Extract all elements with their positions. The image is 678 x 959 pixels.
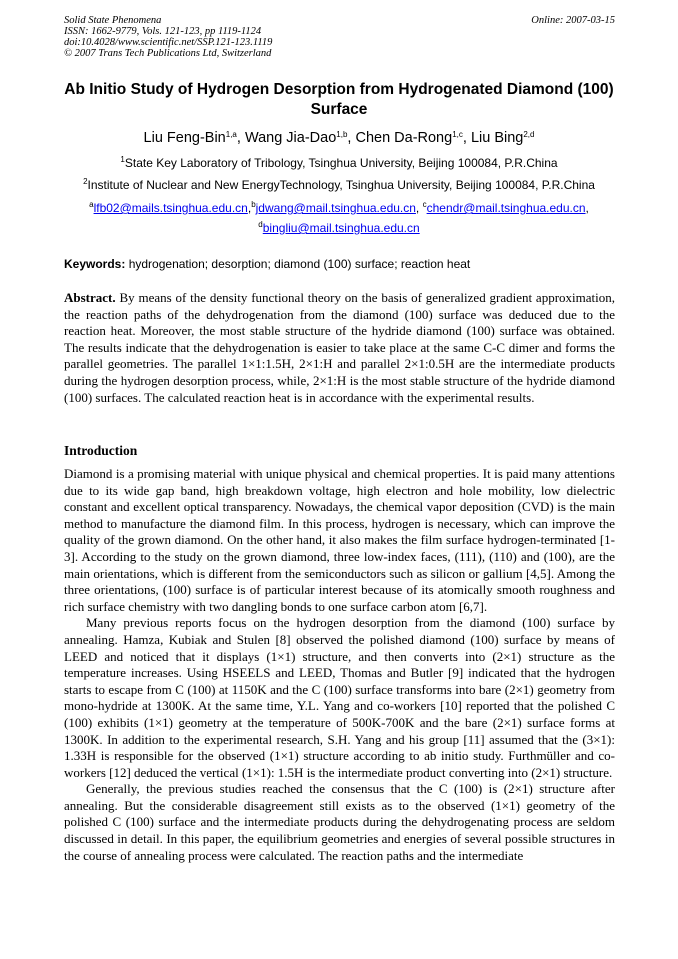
paragraph: Many previous reports focus on the hydrogen desorption from the diamond (100) surface by annealing. Hamza, Kubiak and Stulen [8] observed the polished diamond (100) surface by means of LEED and noticed that it displays (1×1) structure, and then converts into (2×1) structure as the temperature increases. Using HSEELS and LEED, Thomas and Butler [9] indicated that the hydrogen starts to escape from C (100) at 1150K and the C (100) surface transforms into bare (2×1) geometry from mono-hydride at 1300K. At the same time, Y.L. Yang and co-workers [10] reported that the polished C (100) exhibits (1×1) geometry at the temperature of 500K-700K and the bare (2×1) surface forms at 1300K. In addition to the experimental research, S.H. Yang and his group [11] assumed that the (3×1): 1.33H is responsible for the observed (1×1) structure according to ab initio study. Furthmüller and co-workers [12] deduced the vertical (1×1): 1.5H is the intermediate product converting into (2×1) structure.: [64, 615, 615, 780]
section-heading: Introduction: [64, 443, 138, 458]
author-sup: 1,c: [452, 130, 463, 139]
paper-title: Ab Initio Study of Hydrogen Desorption from Hydrogenated Diamond (100) Surface: [64, 81, 614, 118]
author-name: Liu Bing: [470, 130, 524, 146]
email-link[interactable]: lfb02@mails.tsinghua.edu.cn: [93, 201, 248, 215]
journal-name: Solid State Phenomena: [64, 15, 162, 26]
author-name: Chen Da-Rong: [355, 130, 453, 146]
author-name: Wang Jia-Dao: [244, 130, 337, 146]
abstract: [64, 290, 615, 406]
journal-copyright: © 2007 Trans Tech Publications Ltd, Switzerland: [64, 48, 272, 59]
journal-doi: doi:10.4028/www.scientific.net/SSP.121-123.1119: [64, 37, 273, 48]
email-link[interactable]: bingliu@mail.tsinghua.edu.cn: [262, 221, 420, 235]
journal-issn: ISSN: 1662-9779, Vols. 121-123, pp 1119-1124: [64, 26, 262, 37]
abstract-label: Abstract.: [64, 290, 116, 305]
author-sup: 2,d: [523, 130, 535, 139]
affiliation-2: $^2$Institute of Nuclear and New EnergyTechnology, Tsinghua University, Beijing 100084, P.R.China: [83, 177, 595, 192]
affiliation-1: $^1$State Key Laboratory of Tribology, Tsinghua University, Beijing 100084, P.R.China: [120, 155, 558, 170]
paragraph: Diamond is a promising material with unique physical and chemical properties. It is paid many attentions due to its wide gap band, high breakdown voltage, high electron and hole mobility, low dielectric constant and excellent optical transparency. Nowadays, the chemical vapor deposition (CVD) is the main method to manufacture the diamond film. In this process, hydrogen is necessary, which can improve the quality of the grown diamond. On the other hand, it also makes the film surface hydrogen-terminated [1-3]. According to the study on the grown diamond, three low-index faces, (111), (110) and (100), are the main orientations, which is different from the semiconductors such as silicon or gallium [4,5]. Among the three orientations, (100) surface is of particular interest because of its atomically smooth roughness and rich surface chemistry with two dangling bonds to one surface carbon atom [6,7].: [64, 466, 615, 614]
abstract-text: By means of the density functional theory on the basis of generalized gradient approximation, the reaction paths of the dehydrogenation from the diamond (100) surface was deduced due to the reaction heat. Moreover, the most stable structure of the hydride diamond (100) surface was obtained. The results indicate that the dehydrogenation is easier to take place at the same C-C dimer and forms the parallel geometries. The parallel 1×1:1.5H, 2×1:H and parallel 2×1:0.5H are the intermediate products during the hydrogen desorption process, while, 2×1:H is the most stable structure of the hydride diamond (100) surfaces. The calculated reaction heat is in accordance with the experimental results.: [64, 290, 615, 405]
introduction-body: [64, 466, 615, 864]
paragraph: Generally, the previous studies reached the consensus that the C (100) is (2×1) structure after annealing. But the considerable disagreement still exists as to the observed (1×1) geometry of the polished C (100) surface and the intermediate products during the dehydrogenating process are seldom discussed in detail. In this paper, the equilibrium geometries and energies of several possible structures in the course of annealing process were calculated. The reaction paths and the intermediate: [64, 781, 615, 863]
author-sup: 1,a: [225, 130, 237, 139]
email-link[interactable]: jdwang@mail.tsinghua.edu.cn: [255, 201, 416, 215]
email-link[interactable]: chendr@mail.tsinghua.edu.cn: [426, 201, 586, 215]
keywords: [64, 256, 615, 272]
email-list: $^a$lfb02@mails.tsinghua.edu.cn,$^b$jdwang@mail.tsinghua.edu.cn, $^c$chendr@mail.tsinghua.edu.cn, $^d$bingliu@mail.tsinghua.edu.cn: [89, 200, 589, 235]
journal-header: [64, 15, 272, 59]
online-date: Online: 2007-03-15: [531, 15, 615, 26]
keywords-text: hydrogenation; desorption; diamond (100) surface; reaction heat: [128, 257, 471, 271]
author-name: Liu Feng-Bin: [143, 130, 226, 146]
author-sup: 1,b: [336, 130, 348, 139]
author-list: Liu Feng-Bin$^{1,a}$, Wang Jia-Dao$^{1,b}$, Chen Da-Rong$^{1,c}$, Liu Bing$^{2,d}$: [143, 130, 535, 146]
keywords-label: Keywords:: [64, 257, 126, 271]
